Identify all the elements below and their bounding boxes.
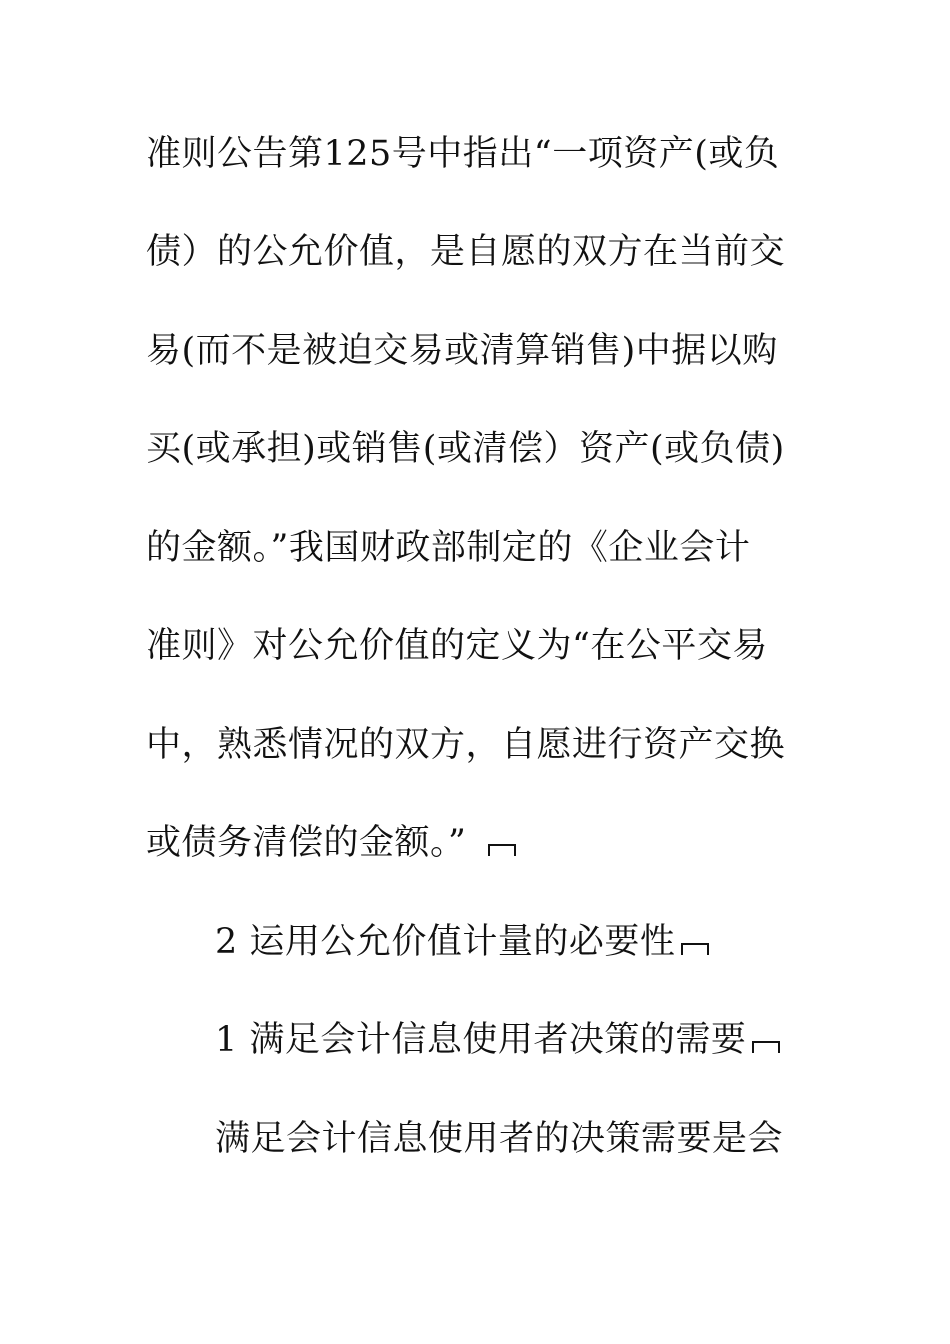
subsection-heading bbox=[215, 1018, 780, 1062]
paragraph-line-4: 买(或承担)或销售(或清偿）资产(或负债) bbox=[146, 429, 785, 469]
paragraph-line-6: 准则》对公允价值的定义为“在公平交易 bbox=[146, 626, 768, 666]
section-heading bbox=[215, 920, 709, 964]
paragraph2-line-1: 满足会计信息使用者的决策需要是会 bbox=[215, 1119, 784, 1159]
paragraph-line-2: 债）的公允价值，是自愿的双方在当前交 bbox=[146, 232, 786, 272]
section-heading-text: 2 运用公允价值计量的必要性 bbox=[215, 922, 676, 962]
paragraph-line-3: 易(而不是被迫交易或清算销售)中据以购 bbox=[146, 331, 778, 371]
corner-bracket-mark-icon bbox=[681, 943, 709, 955]
corner-bracket-mark-icon bbox=[752, 1041, 780, 1053]
paragraph-line-8-text: 或债务清偿的金额。” bbox=[146, 823, 467, 863]
paragraph-line-7: 中，熟悉情况的双方，自愿进行资产交换 bbox=[146, 725, 786, 765]
paragraph-line-8 bbox=[146, 821, 516, 865]
paragraph-line-5: 的金额。”我国财政部制定的《企业会计 bbox=[146, 528, 751, 568]
corner-bracket-mark-icon bbox=[488, 844, 516, 856]
paragraph-line-1: 准则公告第125号中指出“一项资产(或负 bbox=[146, 134, 780, 174]
subsection-heading-text: 1 满足会计信息使用者决策的需要 bbox=[215, 1020, 747, 1060]
